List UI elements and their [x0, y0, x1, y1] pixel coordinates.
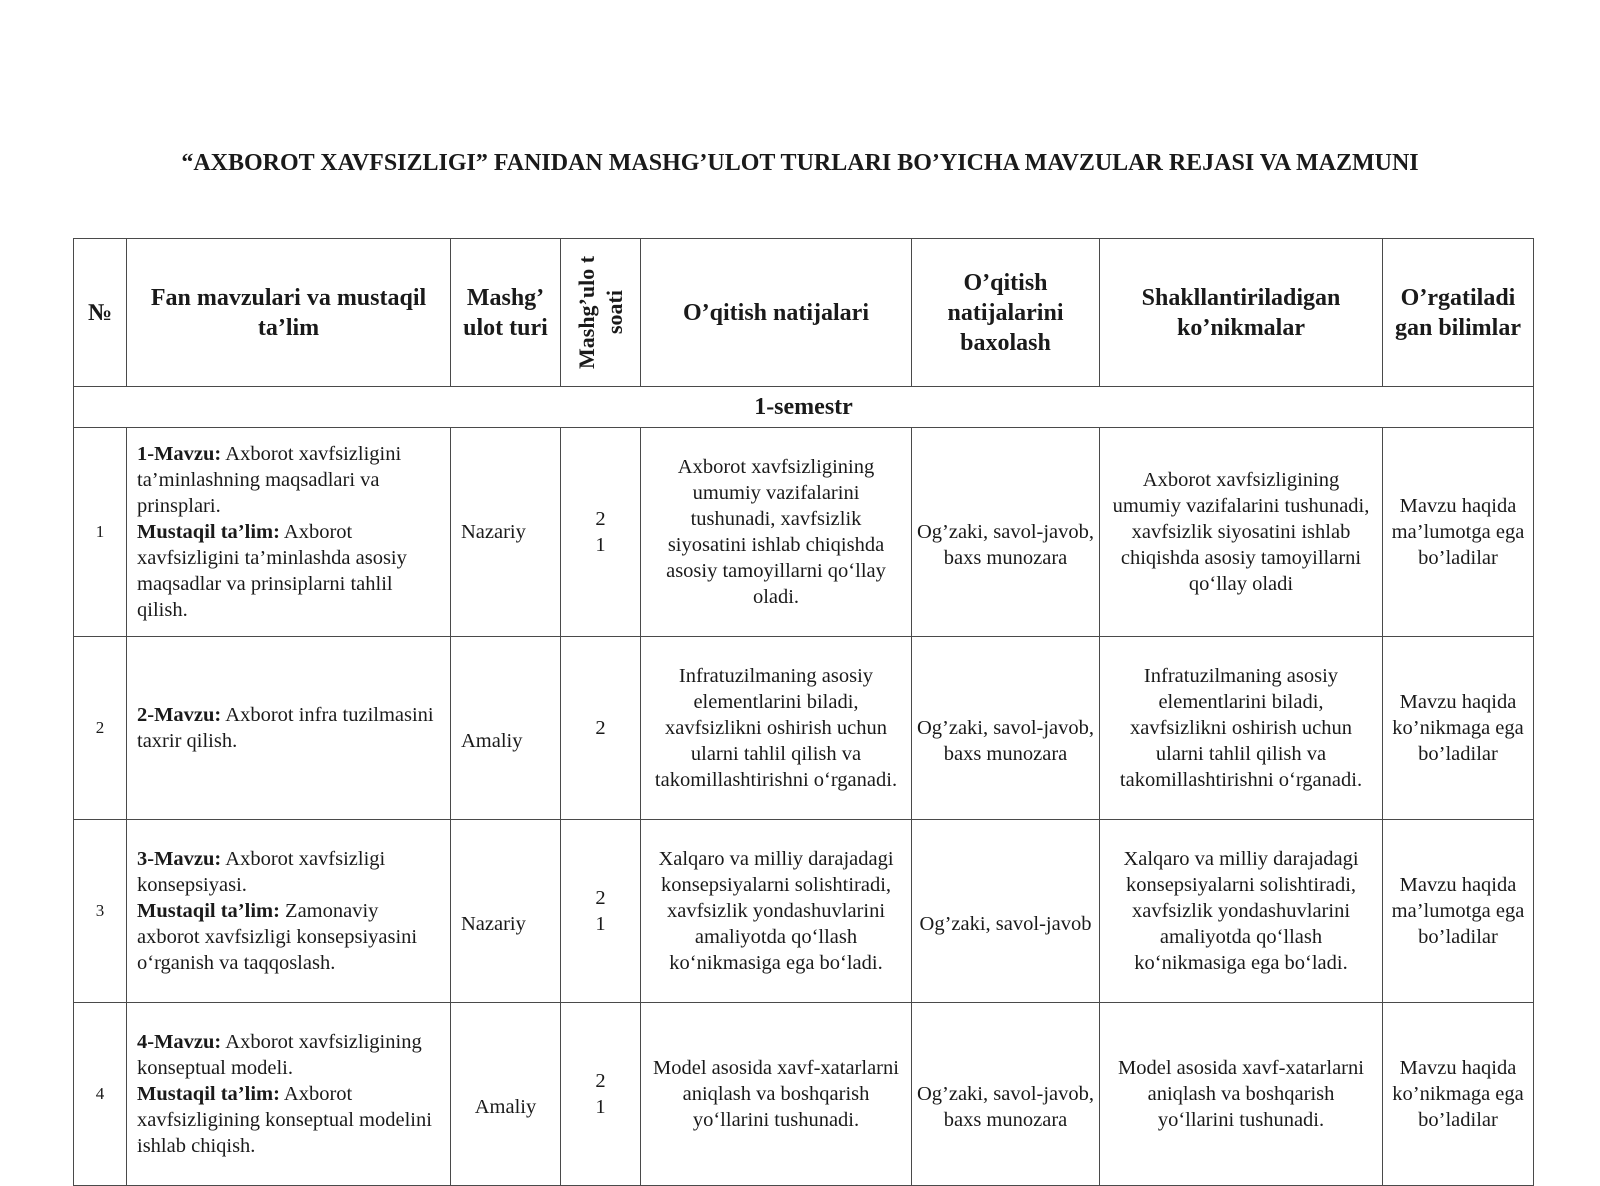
- topic-label: 4-Mavzu:: [137, 1031, 222, 1053]
- topic-text: Axborot infra tuzilmasini taxrir qilish.: [137, 704, 434, 752]
- hours-main: 2: [595, 508, 606, 530]
- row-topic: [127, 637, 451, 820]
- row-number: 1: [74, 428, 127, 637]
- row-hours: [561, 1003, 641, 1186]
- row-result: Axborot xavfsizligining umumiy vazifalarini tushunadi, xavfsizlik siyosatini ishlab chiqishda asosiy tamoyillarni qo‘llay oladi.: [641, 428, 912, 637]
- row-skills: Model asosida xavf-xatarlarni aniqlash va boshqarish yo‘llarini tushunadi.: [1100, 1003, 1383, 1186]
- header-results: O’qitish natijalari: [641, 239, 912, 387]
- hours-main: 2: [595, 887, 606, 909]
- row-skills: Axborot xavfsizligining umumiy vazifalarini tushunadi, xavfsizlik siyosatini ishlab chiqishda asosiy tamoyillarni qo‘llay oladi: [1100, 428, 1383, 637]
- row-topic: [127, 1003, 451, 1186]
- self-study-text: Zamonaviy axborot xavfsizligi konsepsiyasini o‘rganish va taqqoslash.: [137, 900, 418, 974]
- header-topics: Fan mavzulari va mustaqil ta’lim: [127, 239, 451, 387]
- document-title: “AXBOROT XAVFSIZLIGI” FANIDAN MASHG’ULOT TURLARI BO’YICHA MAVZULAR REJASI VA MAZMUNI: [181, 150, 1419, 176]
- row-skills: Xalqaro va milliy darajadagi konsepsiyalarni solishtiradi, xavfsizlik yondashuvlarini amaliyotda qo‘llash ko‘nikmasiga ega bo‘ladi.: [1100, 820, 1383, 1003]
- semester-row: [74, 387, 1534, 428]
- hours-main: 2: [595, 1070, 606, 1092]
- row-type: Amaliy: [451, 1003, 561, 1186]
- row-number: 3: [74, 820, 127, 1003]
- row-knowledge: Mavzu haqida ko’nikmaga ega bo’ladilar: [1383, 637, 1534, 820]
- table-row: [74, 1003, 1534, 1186]
- table-row: [74, 428, 1534, 637]
- header-knowledge: O’rgatiladi gan bilimlar: [1383, 239, 1534, 387]
- table-row: [74, 637, 1534, 820]
- self-study-text: Axborot xavfsizligini ta’minlashda asosiy maqsadlar va prinsiplarni tahlil qilish.: [137, 521, 407, 621]
- hours-self: 1: [595, 534, 606, 556]
- topic-label: 1-Mavzu:: [137, 443, 222, 465]
- topic-text: Axborot xavfsizligini ta’minlashning maqsadlari va prinsplari.: [137, 443, 402, 517]
- row-hours: [561, 637, 641, 820]
- hours-main: 2: [595, 717, 606, 739]
- row-assessment: Og’zaki, savol-javob: [912, 820, 1100, 1003]
- row-hours: [561, 820, 641, 1003]
- row-knowledge: Mavzu haqida ko’nikmaga ega bo’ladilar: [1383, 1003, 1534, 1186]
- row-result: Infratuzilmaning asosiy elementlarini biladi, xavfsizlikni oshirish uchun ularni tahlil qilish va takomillashtirishni o‘rganadi.: [641, 637, 912, 820]
- header-assessment: O’qitish natijalarini baxolash: [912, 239, 1100, 387]
- row-number: 4: [74, 1003, 127, 1186]
- row-number: 2: [74, 637, 127, 820]
- row-hours: [561, 428, 641, 637]
- hours-self: 1: [595, 1096, 606, 1118]
- hours-self: 1: [595, 913, 606, 935]
- row-knowledge: Mavzu haqida ma’lumotga ega bo’ladilar: [1383, 428, 1534, 637]
- row-assessment: Og’zaki, savol-javob, baxs munozara: [912, 1003, 1100, 1186]
- row-assessment: Og’zaki, savol-javob, baxs munozara: [912, 428, 1100, 637]
- row-assessment: Og’zaki, savol-javob, baxs munozara: [912, 637, 1100, 820]
- header-skills: Shakllantiriladigan ko’nikmalar: [1100, 239, 1383, 387]
- row-type: Amaliy: [451, 637, 561, 820]
- table-row: [74, 820, 1534, 1003]
- topics-plan-table: [73, 238, 1534, 1186]
- header-num: №: [74, 239, 127, 387]
- header-hours-text: Mashg’ulo t soati: [573, 255, 627, 370]
- self-study-label: Mustaqil ta’lim:: [137, 900, 280, 922]
- semester-label: 1-semestr: [74, 387, 1534, 428]
- row-topic: [127, 428, 451, 637]
- header-type: Mashg’ ulot turi: [451, 239, 561, 387]
- self-study-label: Mustaqil ta’lim:: [137, 521, 280, 543]
- topic-text: Axborot xavfsizligining konseptual modeli.: [137, 1031, 422, 1079]
- row-topic: [127, 820, 451, 1003]
- self-study-label: Mustaqil ta’lim:: [137, 1083, 280, 1105]
- topic-label: 2-Mavzu:: [137, 704, 222, 726]
- row-result: Xalqaro va milliy darajadagi konsepsiyalarni solishtiradi, xavfsizlik yondashuvlarini amaliyotda qo‘llash ko‘nikmasiga ega bo‘ladi.: [641, 820, 912, 1003]
- table-header-row: [74, 239, 1534, 387]
- row-type: Nazariy: [451, 820, 561, 1003]
- header-hours: [561, 239, 641, 387]
- row-result: Model asosida xavf-xatarlarni aniqlash va boshqarish yo‘llarini tushunadi.: [641, 1003, 912, 1186]
- self-study-text: Axborot xavfsizligining konseptual modelini ishlab chiqish.: [137, 1083, 432, 1157]
- row-knowledge: Mavzu haqida ma’lumotga ega bo’ladilar: [1383, 820, 1534, 1003]
- topic-text: Axborot xavfsizligi konsepsiyasi.: [137, 848, 386, 896]
- row-type: Nazariy: [451, 428, 561, 637]
- topic-label: 3-Mavzu:: [137, 848, 222, 870]
- row-skills: Infratuzilmaning asosiy elementlarini biladi, xavfsizlikni oshirish uchun ularni tahlil qilish va takomillashtirishni o‘rganadi.: [1100, 637, 1383, 820]
